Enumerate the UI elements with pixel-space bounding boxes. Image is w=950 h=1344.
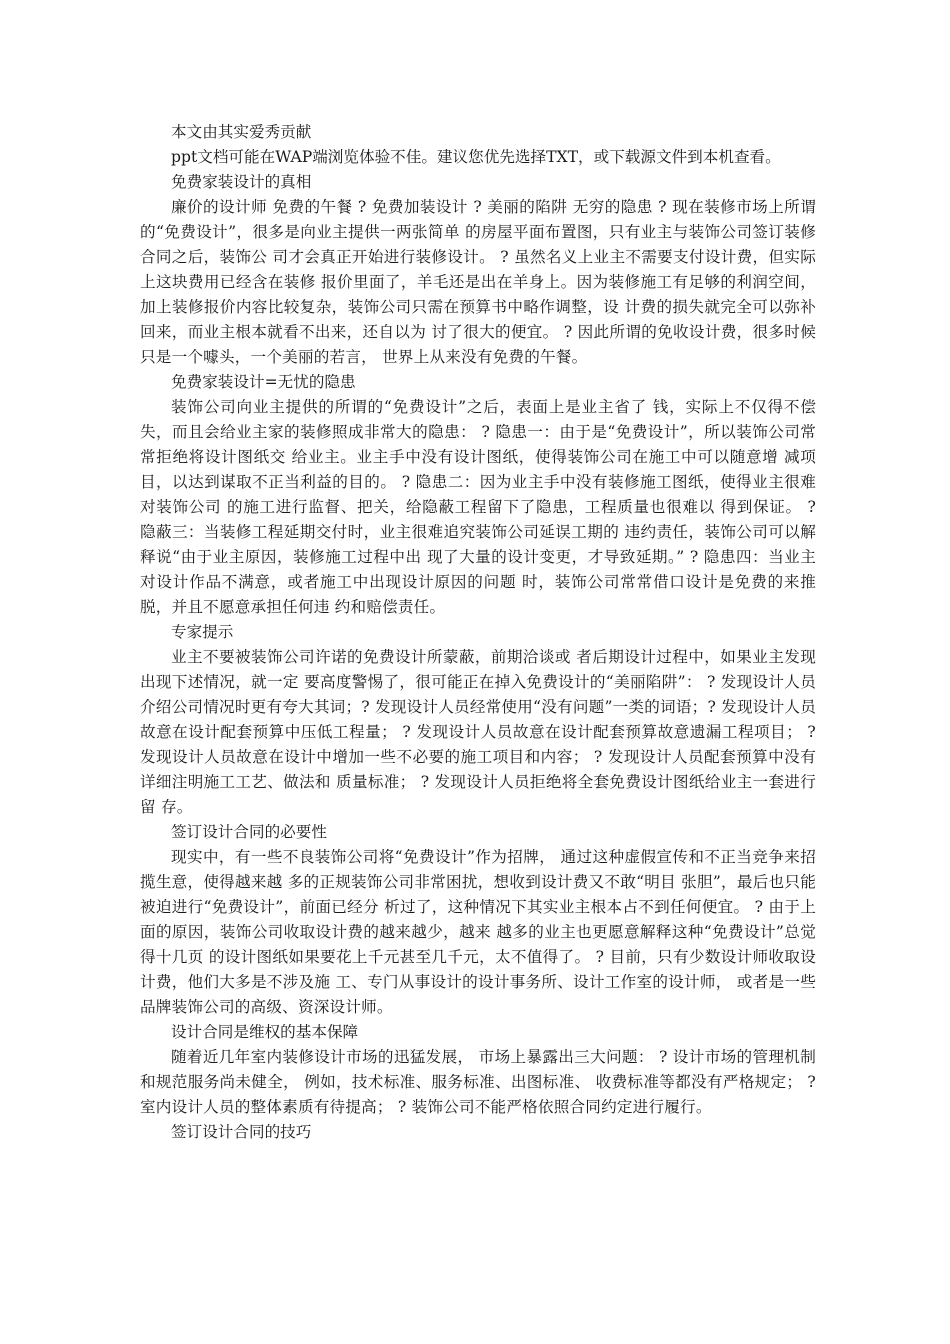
section-5-heading: 设计合同是维权的基本保障 — [171, 1023, 359, 1041]
section-4-heading: 签订设计合同的必要性 — [171, 823, 327, 841]
section-6-heading: 签订设计合同的技巧 — [171, 1123, 312, 1141]
section-2-body: 装饰公司向业主提供的所谓的“免费设计”之后，表面上是业主省了 钱，实际上不仅得不偿失，而且会给业主家的装修照成非常大的隐患： ? 隐患一：由于是“免费设计”，所以装饰公司常常拒绝将设计图纸交 给业主。业主手中没有设计图纸，使得装饰公司在施工中可以随意增 减项目，以达到谋取不正当利益的目的。 ? 隐患二：因为业主手中没有装修施工图纸，使得业主很难对装饰公司 的施工进行监督、把关，给隐蔽工程留下了隐患，工程质量也很难以 得到保证。 ? 隐蔽三：当装修工程延期交付时，业主很难追究装饰公司延误工期的 违约责任，装饰公司可以解释说“由于业主原因，装修施工过程中出 现了大量的设计变更，才导致延期。” ? 隐患四：当业主对设计作品不满意，或者施工中出现设计原因的问题 时，装饰公司常常借口设计是免费的来推脱，并且不愿意承担任何违 约和赔偿责任。 — [140, 398, 816, 616]
section-3-body: 业主不要被装饰公司许诺的免费设计所蒙蔽，前期洽谈或 者后期设计过程中，如果业主发现出现下述情况，就一定 要高度警惕了，很可能正在掉入免费设计的“美丽陷阱”： ? 发现设计人员介绍公司情况时更有夸大其词；? 发现设计人员经常使用“没有问题”一类的词语；? 发现设计人员故意在设计配套预算中压低工程量； ? 发现设计人员故意在设计配套预算故意遗漏工程项目； ? 发现设计人员故意在设计中增加一些不必要的施工项目和内容； ? 发现设计人员配套预算中没有详细注明施工工艺、做法和 质量标准； ? 发现设计人员拒绝将全套免费设计图纸给业主一套进行留 存。 — [140, 648, 816, 816]
document-page — [140, 120, 816, 1145]
section-5-body: 随着近几年室内装修设计市场的迅猛发展， 市场上暴露出三大问题： ? 设计市场的管理机制和规范服务尚未健全， 例如，技术标准、服务标准、出图标准、 收费标准等都没有严格规定； ? 室内设计人员的整体素质有待提高； ? 装饰公司不能严格依照合同约定进行履行。 — [140, 1048, 816, 1116]
article-title: 免费家装设计的真相 — [171, 173, 312, 191]
section-3-heading: 专家提示 — [171, 623, 234, 641]
section-2-heading: 免费家装设计=无忧的隐患 — [171, 373, 356, 391]
section-4-body: 现实中，有一些不良装饰公司将“免费设计”作为招牌， 通过这种虚假宣传和不正当竞争来招揽生意，使得越来越 多的正规装饰公司非常困扰，想收到设计费又不敢“明目 张胆”，最后也只能被迫进行“免费设计”，前面已经分 析过了，这种情况下其实业主根本占不到任何便宜。 ? 由于上面的原因，装饰公司收取设计费的越来越少，越来 越多的业主也更愿意解释这种“免费设计”总觉得十几页 的设计图纸如果要花上千元甚至几千元，太不值得了。 ? 目前，只有少数设计师收取设计费，他们大多是不涉及施 工、专门从事设计的设计事务所、设计工作室的设计师， 或者是一些品牌装饰公司的高级、资深设计师。 — [140, 848, 816, 1016]
section-1-body: 廉价的设计师 免费的午餐 ? 免费加装设计 ? 美丽的陷阱 无穷的隐患 ? 现在装修市场上所谓的“免费设计”，很多是向业主提供一两张简单 的房屋平面布置图，只有业主与装饰公司签订装修合同之后，装饰公 司才会真正开始进行装修设计。 ? 虽然名义上业主不需要支付设计费，但实际上这块费用已经含在装修 报价里面了，羊毛还是出在羊身上。因为装修施工有足够的利润空间， 加上装修报价内容比较复杂，装饰公司只需在预算书中略作调整，设 计费的损失就完全可以弥补回来，而业主根本就看不出来，还自以为 讨了很大的便宜。 ? 因此所谓的免收设计费，很多时候只是一个噱头，一个美丽的若言， 世界上从来没有免费的午餐。 — [140, 198, 816, 366]
contributor-line: 本文由其实爱秀贡献 — [171, 123, 312, 141]
notice-line: ppt文档可能在WAP端浏览体验不佳。建议您优先选择TXT，或下载源文件到本机查看。 — [171, 148, 781, 166]
